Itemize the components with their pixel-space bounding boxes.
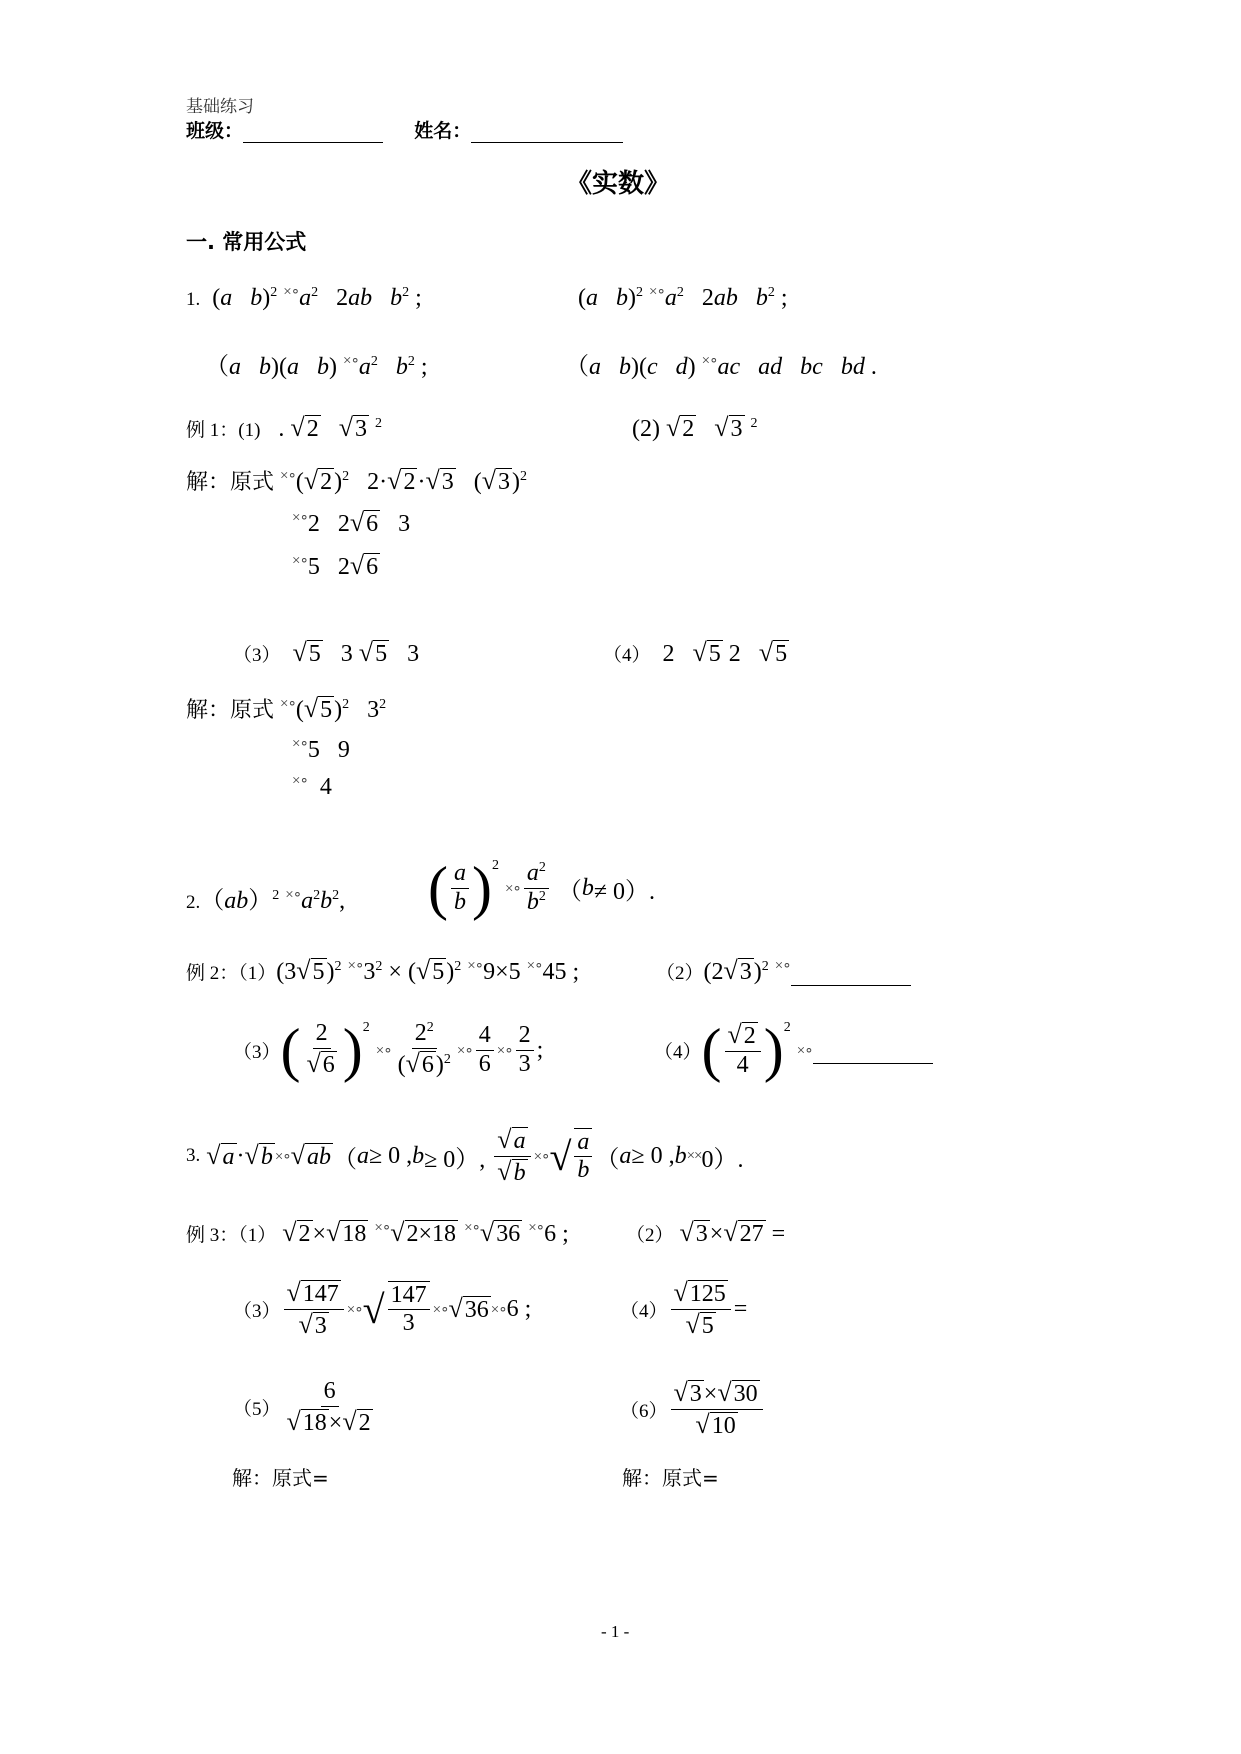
solution-2-line2: ×∘5 9 xyxy=(292,736,350,763)
section-heading: 一. 常用公式 xyxy=(186,230,307,254)
solution-2-line1: 解：原式 $^{\times\circ}(√5)^2$ $3^2$ xyxy=(186,694,387,723)
formula-1d: （a b)(c d) ×∘ac ad bc bd . xyxy=(565,353,877,380)
formula-1c: （a b)(a b) $^{\times\circ}a^2$ $b^2$ ; xyxy=(205,353,428,380)
solution-1-line3: ×∘5 2√6 xyxy=(292,551,379,580)
example-2-4: （4） ( $\frac{√2}{4}$ ) $^2$ ×∘ xyxy=(654,1020,933,1080)
example-2-1: 例 2：$(1)(3√5)^2$ $^{\times\circ}3^2 \times (√5)^2$ ×∘9×5 ×∘45 ; xyxy=(186,956,580,985)
example-2-3: （3） ( $\frac{2}{√6}$ ) $^2$ ×∘ $\frac{2^2}{(√6)^2}$ ×∘ $\frac{4}{6}$ ×∘ $\frac{2}{3}$ ; xyxy=(233,1017,544,1083)
example-1-4: （4） 2 √5 2 √5 xyxy=(603,638,788,667)
example-3-4: （4） $\frac{√125}{√5}$ = xyxy=(620,1278,748,1339)
example-3-3: （3） $\frac{√147}{√3}$ ×∘ √ $\frac{147}{3}$ ×∘ √36 ×∘ 6 ; xyxy=(233,1278,532,1339)
solution-1-line2: ×∘2 2√6 3 xyxy=(292,508,411,537)
formula-1b: (a b)$^2$ $^{\times\circ}a^2$ 2ab $b^2$ ; xyxy=(578,284,788,311)
answer-blank[interactable] xyxy=(791,959,911,986)
formula-1a: 1. (a b)$^2$ $^{\times\circ}a^2$ 2ab $b^2$ ; xyxy=(186,284,422,311)
solution-prompt-6: 解：原式= xyxy=(622,1466,719,1490)
formula-2b: ( $\frac{a}{b}$ ) $^2$ ×∘ $\frac{a^2}{b^2}$ （ b ≠ 0）. xyxy=(428,855,655,921)
example-1-2: (2) √2 √3 $^2$ xyxy=(632,413,758,442)
example-1-1: 例 1：(1) . √2 √3 $^2$ xyxy=(186,413,382,442)
worksheet-subtitle: 基础练习 xyxy=(186,97,254,117)
page-title: 《实数》 xyxy=(566,169,671,199)
name-blank[interactable] xyxy=(471,142,623,143)
class-blank[interactable] xyxy=(243,142,383,143)
solution-1-line1: 解：原式 $^{\times\circ}(√2)^2$ 2·√2·√3 $(√3)^2$ xyxy=(186,466,527,495)
page-number: - 1 - xyxy=(601,1622,630,1641)
answer-blank[interactable] xyxy=(813,1037,933,1064)
name-label: 姓名： xyxy=(414,120,472,142)
solution-2-line3: ×∘ 4 xyxy=(292,773,332,800)
example-2-2: $(2)(2√3)^2$ ×∘ xyxy=(656,956,911,986)
example-3-1: 例 3：（1） √2×√18 ×∘√2×18 ×∘√36 ×∘6 ; xyxy=(186,1218,569,1247)
example-3-2: （2） √3×√27 = xyxy=(626,1218,786,1247)
example-3-5: （5） $\frac{6}{√18\times√2}$ xyxy=(233,1378,371,1436)
solution-prompt-5: 解：原式= xyxy=(232,1466,329,1490)
example-1-3: （3） √5 3 √5 3 xyxy=(233,638,420,667)
class-label: 班级： xyxy=(186,120,244,142)
example-3-6: （6） $\frac{√3\times√30}{√10}$ xyxy=(620,1378,766,1440)
formula-3: 3. √a · √b ×∘ √ab （ a ≥ 0 , b ≥ 0）, $\frac{√a}{√b}$ ×∘ √ $\frac{a}{b}$ （ a ≥ 0 , b ×× 0）. xyxy=(186,1125,744,1186)
formula-2a: 2.（ab）$^2$ $^{\times\circ}a^2b^2$, xyxy=(186,887,346,914)
class-field xyxy=(186,116,623,143)
